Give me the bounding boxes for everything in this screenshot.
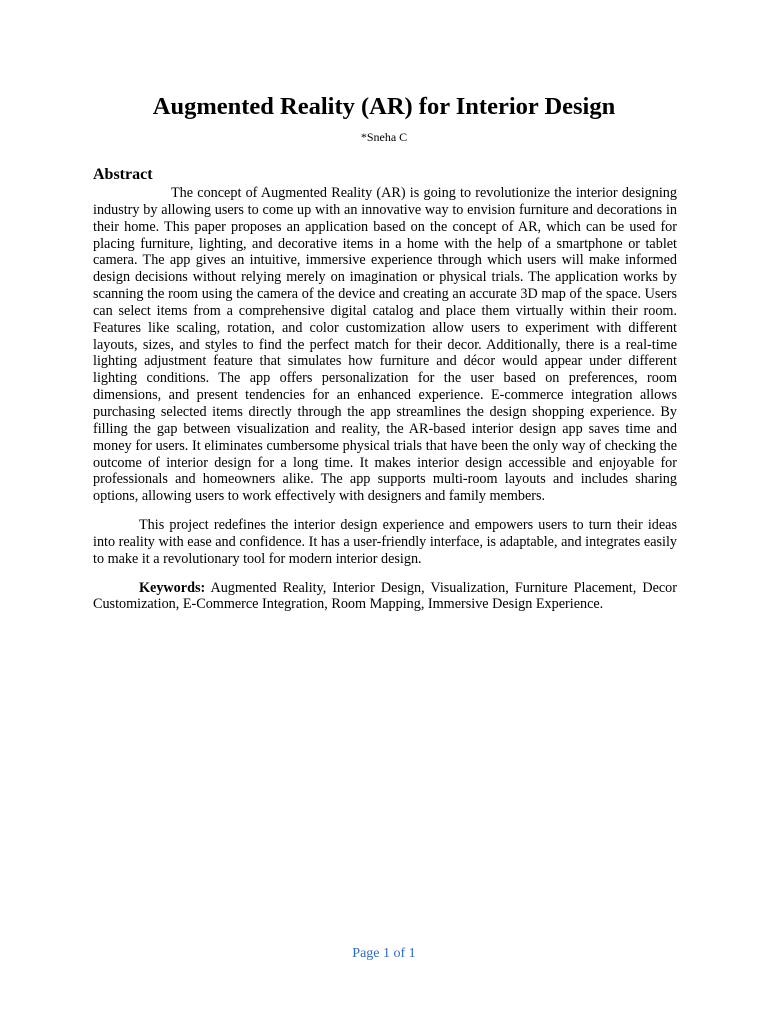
keywords-text: Augmented Reality, Interior Design, Visualization, Furniture Placement, Decor Customization, E-Commerce Integration, Room Mapping, Immersive Design Experience. (93, 579, 677, 613)
abstract-paragraph-1: The concept of Augmented Reality (AR) is going to revolutionize the interior designing industry by allowing users to come up with an innovative way to envision furniture and decorations in their home. This paper proposes an application based on the concept of AR, which can be used for placing furniture, lighting, and decorative items in a home with the help of a smartphone or tablet camera. The app gives an intuitive, immersive experience through which users will make informed design decisions without relying merely on imagination or physical trials. The application works by scanning the room using the camera of the device and creating an accurate 3D map of the space. Users can select items from a comprehensive digital catalog and place them virtually within their room. Features like scaling, rotation, and color customization allow users to experiment with different layouts, sizes, and styles to find the perfect match for their decor. Additionally, there is a real-time lighting adjustment feature that simulates how furniture and décor would appear under different lighting conditions. The app offers personalization for the user based on preferences, room dimensions, and present tendencies for an enhanced experience. E-commerce integration allows purchasing selected items directly through the app streamlines the design shopping experience. By filling the gap between visualization and reality, the AR-based interior design app saves time and money for users. It eliminates cumbersome physical trials that have been the only way of checking the outcome of interior design for a long time. It makes interior design accessible and enjoyable for professionals and homeowners alike. The app supports multi-room layouts and includes sharing options, allowing users to work effectively with designers and family members. (93, 185, 677, 505)
page-number-footer: Page 1 of 1 (352, 946, 416, 961)
abstract-body (93, 185, 677, 613)
author-name: *Sneha C (360, 130, 408, 144)
keywords-label: Keywords: (139, 579, 206, 596)
paper-title: Augmented Reality (AR) for Interior Design (152, 93, 616, 120)
abstract-heading: Abstract (93, 166, 153, 183)
keywords-paragraph (93, 580, 677, 614)
abstract-paragraph-2: This project redefines the interior design experience and empowers users to turn their ideas into reality with ease and confidence. It has a user-friendly interface, is adaptable, and integrates easily to make it a revolutionary tool for modern interior design. (93, 517, 677, 567)
